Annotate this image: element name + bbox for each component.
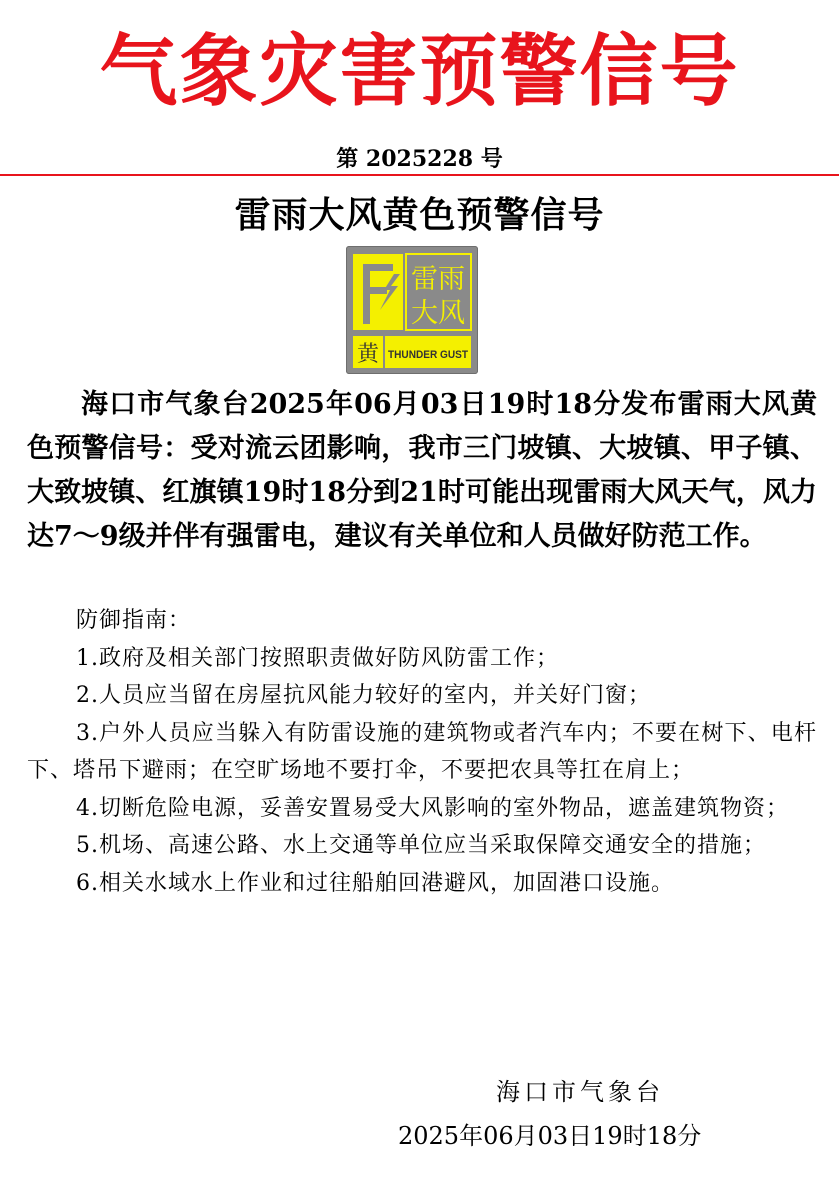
warning-badge-graphic xyxy=(346,246,478,374)
thunder-gust-yellow-warning-icon xyxy=(346,246,478,374)
red-divider-line xyxy=(0,174,839,176)
badge-text-line1: 雷雨 xyxy=(411,264,465,295)
guide-item-2: 2.人员应当留在房屋抗风能力较好的室内，并关好门窗； xyxy=(76,683,651,708)
badge-english-text: THUNDER GUST xyxy=(388,349,469,361)
defense-guide xyxy=(27,602,817,902)
badge-text-line2: 大风 xyxy=(411,298,465,329)
signature-organization: 海口市气象台 xyxy=(496,1078,664,1106)
guide-item-3: 3.户外人员应当躲入有防雷设施的建筑物或者汽车内；不要在树下、电杆下、塔吊下避雨；在空旷场地不要打伞，不要把农具等扛在肩上； xyxy=(27,720,817,783)
document-header-title: 气象灾害预警信号 xyxy=(99,27,740,117)
guide-heading: 防御指南： xyxy=(76,608,192,633)
guide-item-4: 4.切断危险电源，妥善安置易受大风影响的室外物品，遮盖建筑物资； xyxy=(76,795,789,821)
lead-paragraph: 海口市气象台2025年06月03日19时18分发布雷雨大风黄色预警信号：受对流云团影响，我市三门坡镇、大坡镇、甲子镇、大致坡镇、红旗镇19时18分到21时可能出现雷雨大风天气，风力达7～9级并伴有强雷电，建议有关单位和人员做好防范工作。 xyxy=(27,389,817,552)
signal-title: 雷雨大风黄色预警信号 xyxy=(234,195,605,236)
signature-datetime: 2025年06月03日19时18分 xyxy=(398,1122,702,1150)
issue-number: 第 2025228 号 xyxy=(336,146,503,172)
guide-item-5: 5.机场、高速公路、水上交通等单位应当采取保障交通安全的措施； xyxy=(76,833,766,858)
badge-level-text: 黄 xyxy=(356,342,380,367)
guide-item-6: 6.相关水域水上作业和过往船舶回港避风，加固港口设施。 xyxy=(76,870,674,896)
guide-item-1: 1.政府及相关部门按照职责做好防风防雷工作； xyxy=(76,645,559,671)
